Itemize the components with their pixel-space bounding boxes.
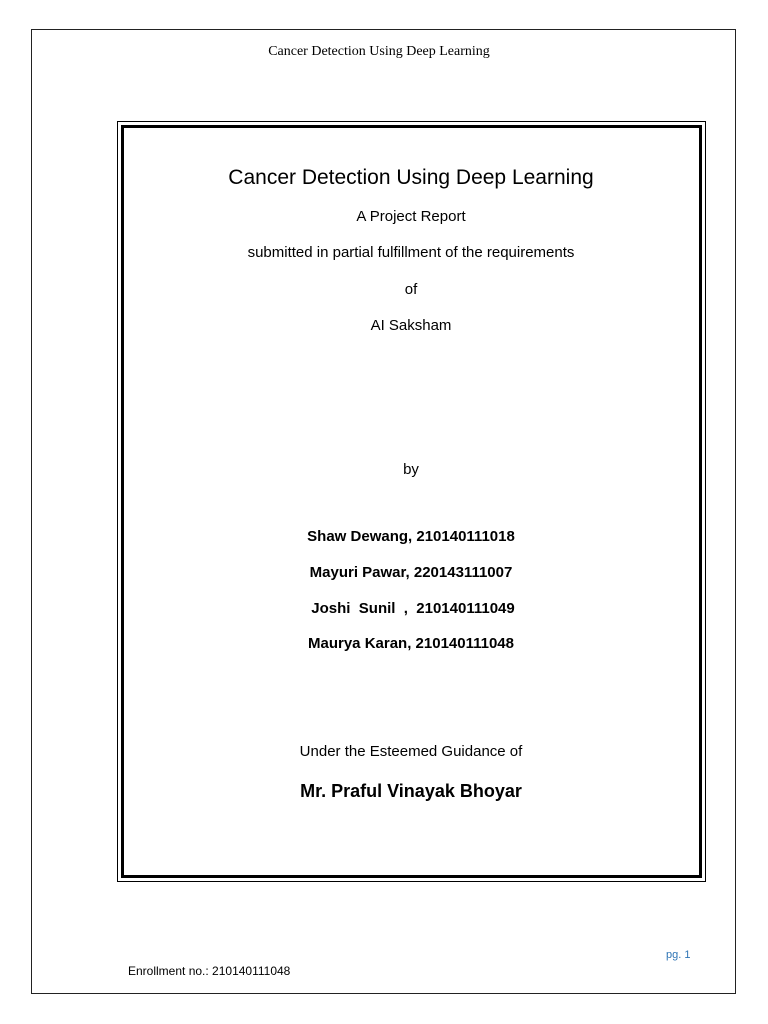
guidance-line: Under the Esteemed Guidance of	[299, 743, 523, 760]
by-text: by	[403, 461, 419, 478]
page-number: pg. 1	[666, 949, 691, 961]
cover-subtitle: A Project Report	[356, 208, 466, 225]
cover-title: Cancer Detection Using Deep Learning	[228, 166, 594, 189]
author-4: Maurya Karan, 210140111048	[308, 635, 514, 652]
running-header: Cancer Detection Using Deep Learning	[268, 44, 490, 59]
author-2: Mayuri Pawar, 220143111007	[309, 564, 513, 581]
program-name: AI Saksham	[370, 317, 452, 334]
cover-frame	[117, 121, 706, 882]
enrollment-number: Enrollment no.: 210140111048	[128, 964, 291, 978]
cover-frame-inner	[121, 125, 702, 878]
requirement-line: submitted in partial fulfillment of the requirements	[247, 244, 575, 261]
author-3: Joshi Sunil , 210140111049	[311, 600, 515, 617]
of-text: of	[404, 281, 418, 298]
author-1: Shaw Dewang, 210140111018	[307, 528, 515, 545]
guide-name: Mr. Praful Vinayak Bhoyar	[300, 781, 522, 801]
